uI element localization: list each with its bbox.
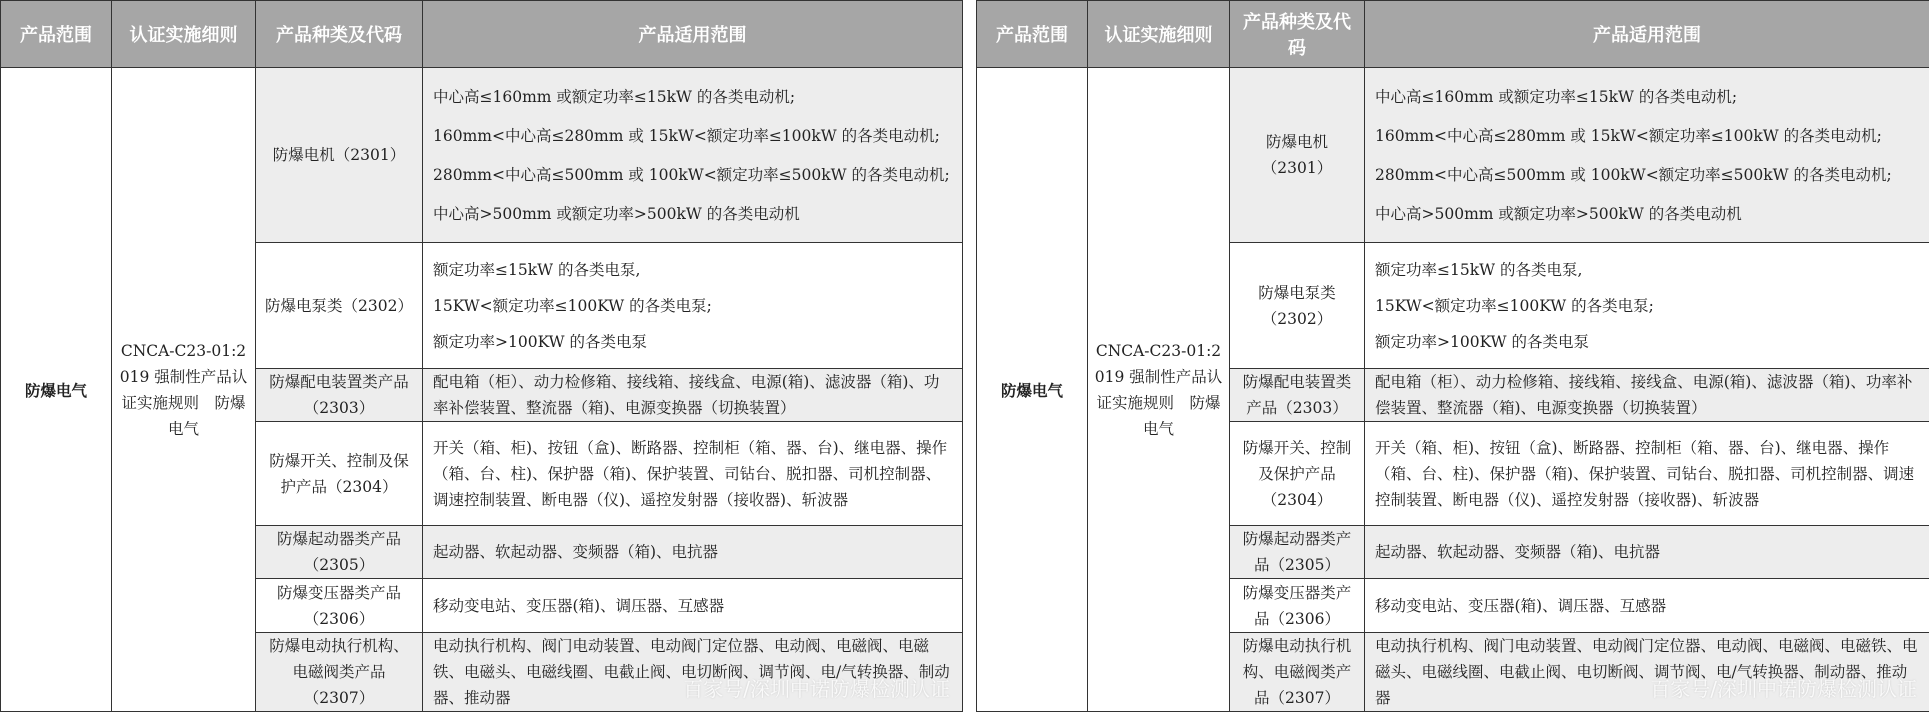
product-scope (423, 243, 963, 369)
scope-table (976, 0, 1929, 712)
product-category: 防爆电气 (977, 68, 1088, 712)
scope-line: 开关（箱、柜)、按钮（盒)、断路器、控制柜（箱、器、台)、继电器、操作（箱、台、柱)、保护器（箱)、保护装置、司钻台、脱扣器、司机控制器、调速控制装置、断电器（仪)、遥控发射器（接收器)、斩波器 (433, 438, 948, 509)
scope-line: 15KW<额定功率≤100KW 的各类电泵; (433, 296, 712, 315)
product-kind: 防爆电动执行机构、电磁阀类产品（2307） (256, 633, 423, 712)
scope-line: 配电箱（柜）、动力检修箱、接线箱、接线盒、电源(箱)、滤波器（箱)、功率补偿装置、整流器（箱)、电源变换器（切换装置） (1375, 373, 1913, 417)
header-row (1, 1, 963, 68)
header-scope: 产品适用范围 (423, 1, 963, 68)
product-scope (1365, 633, 1929, 712)
product-scope-table-left (0, 0, 962, 712)
product-scope (1365, 579, 1929, 633)
scope-line: 280mm<中心高≤500mm 或 100kW<额定功率≤500kW 的各类电动机; (1375, 165, 1892, 184)
product-scope (423, 579, 963, 633)
product-scope (1365, 369, 1929, 422)
product-scope (423, 369, 963, 422)
product-kind: 防爆配电装置类产品（2303） (1230, 369, 1365, 422)
scope-line: 额定功率>100KW 的各类电泵 (1375, 332, 1589, 351)
product-scope (423, 526, 963, 579)
product-kind: 防爆开关、控制及保护产品（2304） (256, 422, 423, 526)
scope-line: 中心高>500mm 或额定功率>500kW 的各类电动机 (433, 204, 800, 223)
scope-line: 移动变电站、变压器(箱)、调压器、互感器 (433, 596, 725, 615)
header-kind: 产品种类及代码 (1230, 1, 1365, 68)
scope-line: 电动执行机构、阀门电动装置、电动阀门定位器、电动阀、电磁阀、电磁铁、电磁头、电磁线圈、电截止阀、电切断阀、调节阀、电/气转换器、制动器、推动器 (1375, 637, 1918, 707)
header-rule: 认证实施细则 (112, 1, 256, 68)
product-scope (1365, 243, 1929, 369)
product-scope (1365, 68, 1929, 243)
scope-line: 280mm<中心高≤500mm 或 100kW<额定功率≤500kW 的各类电动机; (433, 165, 950, 184)
scope-line: 160mm<中心高≤280mm 或 15kW<额定功率≤100kW 的各类电动机; (1375, 126, 1882, 145)
product-scope-table-right (976, 0, 1929, 712)
product-scope (423, 68, 963, 243)
product-kind: 防爆变压器类产品（2306） (1230, 579, 1365, 633)
scope-line: 额定功率≤15kW 的各类电泵, (1375, 260, 1583, 279)
header-rule: 认证实施细则 (1088, 1, 1230, 68)
scope-line: 起动器、软起动器、变频器（箱)、电抗器 (433, 543, 719, 561)
product-scope (423, 422, 963, 526)
certification-rule: CNCA-C23-01:2019 强制性产品认证实施规则 防爆电气 (1088, 68, 1230, 712)
header-row (977, 1, 1929, 68)
scope-line: 移动变电站、变压器(箱)、调压器、互感器 (1375, 596, 1667, 615)
scope-line: 额定功率≤15kW 的各类电泵, (433, 260, 641, 279)
table-row (1, 68, 963, 243)
product-scope (1365, 422, 1929, 526)
product-scope (1365, 526, 1929, 579)
product-kind: 防爆电泵类（2302） (256, 243, 423, 369)
header-category: 产品范围 (977, 1, 1088, 68)
scope-line: 中心高≤160mm 或额定功率≤15kW 的各类电动机; (1375, 87, 1738, 106)
product-kind: 防爆配电装置类产品（2303） (256, 369, 423, 422)
watermark: 百家号/深圳中诺防爆检测认证 (1650, 677, 1917, 701)
scope-line: 中心高≤160mm 或额定功率≤15kW 的各类电动机; (433, 87, 796, 106)
table-row (977, 68, 1929, 243)
product-kind: 防爆电机（2301） (1230, 68, 1365, 243)
product-category: 防爆电气 (1, 68, 112, 712)
scope-line: 起动器、软起动器、变频器（箱)、电抗器 (1375, 543, 1661, 561)
product-scope (423, 633, 963, 712)
scope-line: 电动执行机构、阀门电动装置、电动阀门定位器、电动阀、电磁阀、电磁铁、电磁头、电磁线圈、电截止阀、电切断阀、调节阀、电/气转换器、制动器、推动器 (433, 637, 950, 707)
scope-line: 额定功率>100KW 的各类电泵 (433, 332, 647, 351)
scope-table (0, 0, 963, 712)
scope-line: 开关（箱、柜)、按钮（盒)、断路器、控制柜（箱、器、台)、继电器、操作（箱、台、柱)、保护器（箱)、保护装置、司钻台、脱扣器、司机控制器、调速控制装置、断电器（仪)、遥控发射器（接收器)、斩波器 (1375, 438, 1915, 509)
certification-rule: CNCA-C23-01:2019 强制性产品认证实施规则 防爆电气 (112, 68, 256, 712)
product-kind: 防爆起动器类产品（2305） (256, 526, 423, 579)
product-kind: 防爆电动执行机构、电磁阀类产品（2307） (1230, 633, 1365, 712)
scope-line: 15KW<额定功率≤100KW 的各类电泵; (1375, 296, 1654, 315)
header-category: 产品范围 (1, 1, 112, 68)
scope-line: 中心高>500mm 或额定功率>500kW 的各类电动机 (1375, 204, 1742, 223)
product-kind: 防爆电泵类（2302） (1230, 243, 1365, 369)
product-kind: 防爆开关、控制及保护产品（2304） (1230, 422, 1365, 526)
scope-line: 160mm<中心高≤280mm 或 15kW<额定功率≤100kW 的各类电动机; (433, 126, 940, 145)
product-kind: 防爆电机（2301） (256, 68, 423, 243)
header-kind: 产品种类及代码 (256, 1, 423, 68)
product-kind: 防爆起动器类产品（2305） (1230, 526, 1365, 579)
watermark: 百家号/深圳中诺防爆检测认证 (683, 677, 950, 701)
scope-line: 配电箱（柜）、动力检修箱、接线箱、接线盒、电源(箱)、滤波器（箱)、功率补偿装置、整流器（箱)、电源变换器（切换装置） (433, 373, 940, 417)
product-kind: 防爆变压器类产品（2306） (256, 579, 423, 633)
header-scope: 产品适用范围 (1365, 1, 1929, 68)
